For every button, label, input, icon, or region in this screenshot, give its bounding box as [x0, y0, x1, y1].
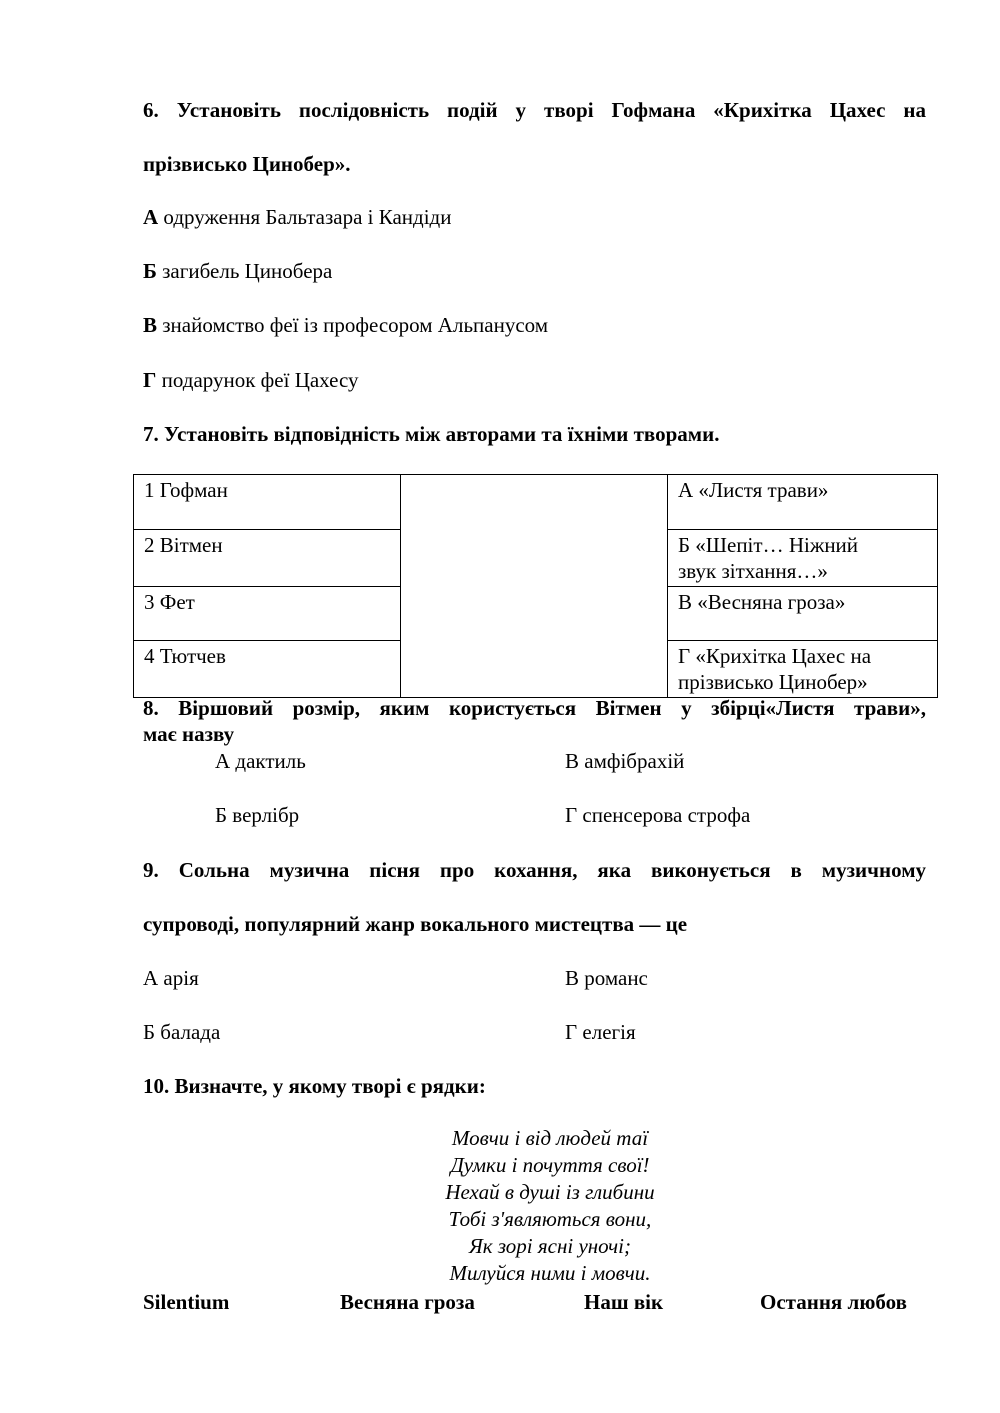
- work-line1: Б «Шепіт… Ніжний: [678, 533, 859, 557]
- q10-answer-spring-storm[interactable]: Весняна гроза: [340, 1290, 475, 1314]
- poem-line: Думки і почуття свої!: [450, 1153, 650, 1177]
- work-cell-a[interactable]: [668, 475, 938, 530]
- option-letter: Б: [143, 259, 157, 283]
- work-cell-d[interactable]: [668, 641, 938, 698]
- q6-option-b[interactable]: [143, 258, 332, 284]
- work-cell-b[interactable]: [668, 530, 938, 587]
- q10-answer-our-age[interactable]: Наш вік: [584, 1290, 664, 1314]
- q9-heading-line1: 9. Сольна музична пісня про кохання, яка виконується в музичному: [143, 858, 926, 882]
- q8-option-d[interactable]: Г спенсерова строфа: [565, 803, 751, 827]
- q8-option-b[interactable]: Б верлібр: [215, 803, 300, 827]
- q6-option-d[interactable]: [143, 367, 359, 393]
- poem-line: Нехай в душі із глибини: [445, 1180, 655, 1204]
- option-letter: В: [143, 313, 158, 337]
- option-letter: А: [143, 205, 159, 229]
- poem-line: Як зорі ясні уночі;: [468, 1234, 631, 1258]
- author-cell-4[interactable]: 4 Тютчев: [134, 641, 401, 698]
- q9-option-d[interactable]: Г елегія: [565, 1020, 636, 1044]
- author-cell-1[interactable]: 1 Гофман: [134, 475, 401, 530]
- q8-heading-line1: 8. Віршовий розмір, яким користується Вітмен у збірці«Листя трави»,: [143, 696, 926, 720]
- q8-option-c[interactable]: В амфібрахій: [565, 749, 685, 773]
- q6-option-c[interactable]: [143, 312, 548, 338]
- work-line1: Г «Крихітка Цахес на: [678, 644, 872, 668]
- author-cell-3[interactable]: 3 Фет: [134, 587, 401, 641]
- matching-table: [133, 474, 938, 698]
- option-text: подарунок феї Цахесу: [156, 368, 359, 392]
- work-line1: А «Листя трави»: [678, 478, 829, 502]
- poem-line: Тобі з'являються вони,: [448, 1207, 652, 1231]
- option-text: загибель Цинобера: [156, 259, 333, 283]
- work-line2: прізвисько Цинобер»: [678, 670, 868, 694]
- q7-heading: 7. Установіть відповідність між авторами та їхніми творами.: [143, 422, 720, 446]
- q10-heading: 10. Визначте, у якому творі є рядки:: [143, 1074, 486, 1098]
- work-line2: звук зітхання…»: [678, 559, 828, 583]
- q9-option-c[interactable]: В романс: [565, 966, 648, 990]
- poem-line: Мовчи і від людей таї: [451, 1126, 649, 1150]
- q6-option-a[interactable]: [143, 204, 451, 230]
- q9-option-a[interactable]: А арія: [143, 966, 199, 990]
- work-line1: В «Весняна гроза»: [678, 590, 846, 614]
- q10-answer-silentium[interactable]: Silentium: [143, 1290, 230, 1314]
- q10-answer-last-love[interactable]: Остання любов: [760, 1290, 907, 1314]
- work-cell-c[interactable]: [668, 587, 938, 641]
- option-text: знайомство феї із професором Альпанусом: [157, 313, 549, 337]
- option-letter: Г: [143, 368, 157, 392]
- q9-heading-line2: супроводі, популярний жанр вокального мистецтва — це: [143, 912, 688, 936]
- q6-heading-line2: прізвисько Цинобер».: [143, 152, 351, 176]
- poem-line: Милуйся ними і мовчи.: [449, 1261, 651, 1285]
- q8-option-a[interactable]: А дактиль: [215, 749, 306, 773]
- poem-excerpt: [340, 1125, 760, 1287]
- match-blank-column: [401, 475, 668, 698]
- author-cell-2[interactable]: 2 Вітмен: [134, 530, 401, 587]
- q8-heading-line2: має назву: [143, 722, 235, 746]
- option-text: одруження Бальтазара і Кандіди: [158, 205, 452, 229]
- q9-option-b[interactable]: Б балада: [143, 1020, 221, 1044]
- q6-heading-line1: 6. Установіть послідовність подій у творі Гофмана «Крихітка Цахес на: [143, 98, 926, 122]
